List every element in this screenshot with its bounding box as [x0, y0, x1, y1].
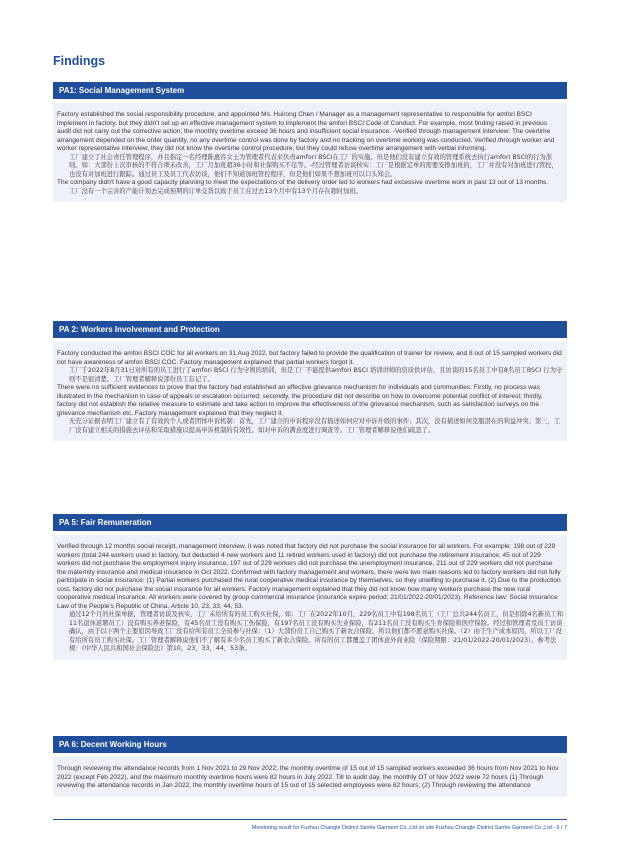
section-body [53, 103, 567, 202]
section-body [53, 342, 567, 441]
section-heading: PA1: Social Management System [53, 82, 567, 99]
section-heading: PA 5: Fair Remuneration [53, 514, 567, 531]
section-heading: PA 6: Decent Working Hours [53, 736, 567, 753]
section-body [53, 535, 567, 660]
paragraph-zh: 工厂没有一个完善的产能计划去完成预期的订单交货以致于员工在过去13个月中有13个月存在超时加班。 [69, 187, 363, 195]
section-heading: PA 2: Workers Involvement and Protection [53, 321, 567, 338]
paragraph-en: Factory established the social responsibility procedure, and appointed Ms. Huirong Chen / Manager as a management representative to responsible for amfori BSCI implement in factory. but they didn't set up an effective management system to implement the amfori BSCI Code of Conduct. For example, most finding raised in previous audit did not carry out the corrective action, the monthly overtime exceed 36 hours and insufficient social insurance. -Verified through management interview: The overtime arrangement depended on the order quantity, no any overtime control was done by factory and no tracking on overtime working was conducted. Verified through worker and worker representative interview, they did not know the overtime control procedure, but they could refuse overtime arrangement with verbal informing. [57, 111, 555, 152]
paragraph-zh: 通过12个月的社保单据，管理者访谈及核实，工厂未给所有的员工购买社保，如：工厂在2022年10月，229名员工中有198名员工（工厂总共244名员工，但是扣除4名新员工和11名退休返聘员工）没有购买养老保险，有45名员工没有购买工伤保险，有197名员工没有购买失业保险，有211名员工没有购买生育保险和医疗保险。经过和管理者及员工访谈确认，由于以下两个主要原因导致工厂没有给所有员工全员参与社保：（1）大部份员工自己购买了新农合保险，所以他们都不愿意购买社保。（2）由于生产成本原因，所以工厂没有给所有员工购买社保。工厂管理者解释说他们不了解有多少名员工购买了新农合保险。所有的员工都覆盖了团体意外商业险（保险期限：21/01/2022-20/01/2023）。参考法规：《中华人民共和国社会保险法》第10，23，33，44，53条。 [69, 611, 564, 652]
page-footer: Monitoring result for Fuzhou Changle District Sanhe Garment Co.,Ltd on site Fuzhou Changle District Sanhe Garment Co.,Ltd - 6 / 7 [251, 825, 567, 831]
section-pa2 [53, 321, 567, 514]
page-title: Findings [53, 54, 106, 68]
section-pa5 [53, 514, 567, 736]
section-pa6 [53, 736, 567, 816]
section-pa1 [53, 82, 567, 321]
section-body [53, 757, 567, 797]
paragraph-en: Verified through 12 months social receipt, management interview, it was noted that factory did not purchase the social insurance for all workers. For example: 198 out of 229 workers (total 244 workers used in factory, but deducted 4 new workers and 11 retired workers used in factory) did not purchase the retirement insurance, 45 out of 229 workers did not purchase the employment injury insurance, 197 out of 229 workers did not purchase the unemployment insurance, 211 out of 229 workers did not purchase the maternity insurance and medical insurance in Oct 2022. Confirmed with factory management and workers, there were two main reasons led to factory workers did not fully participate in social insurance: (1) Partial workers purchased the rural cooperative medical insurance by themselves, so they unwilling to purchase it. (2) Due to the production cost, factory did not purchase the social insurance for all workers. Factory management explained that they did not know how many workers purchase the new rural cooperative medical insurance. All workers were covered by group commercial insurance (insurance expire period: 21/01/2022-20/01/2023). Reference law: Social Insurance Law of the People's Republic of China, Article 10, 23, 33, 44, 53. [57, 543, 561, 610]
paragraph-en: The company didn't have a good capacity planning to meet the expectations of the delivery order led to workers had excessive overtime work in past 13 out of 13 months. [57, 179, 549, 186]
paragraph-zh: 工厂建立了社会责任管理程序，并且指定一名经理陈惠容女士为管理者代表来负责amfori BSCI在工厂的实施。但是他们没有建立有效的管理系统去执行amfori BSCI的行为准则。如：大部份上次审核的不符合项未改善，工厂月加班超36小时和社保购买不足等。-经过管理者访谈核实：工厂是根据定单的需要安排加班的，工厂并没有对加班进行管控，也没有对加班进行跟踪。通过员工及员工代表访谈，他们不知道加班管控程序，但是他们如果不想加班可以口头知会。 [69, 153, 558, 178]
paragraph-en: Factory conducted the amfori BSCI COC for all workers on 31 Aug 2022, but factory failed to provide the qualification of trainer for review, and 8 out of 15 sampled workers did not have awareness of amfori BSCI COC. Factory management explained that partial workers forgot it. [57, 350, 562, 366]
paragraph-en: Through reviewing the attendance records from 1 Nov 2021 to 29 Nov 2022, the monthly overtime of 15 out of 15 sampled workers exceeded 36 hours from Nov 2021 to Nov 2022 (except Feb 2022), and the maximum monthly overtime hours were 82 hours in July 2022. Till to audit day, the monthly OT of Nov 2022 were 72 hours (1) Through reviewing the attendance records in Jan 2022, the monthly overtime hours of 15 out of 15 selected employees were 62 hours; (2) Through reviewing the attendance [57, 765, 559, 789]
paragraph-zh: 无充分证据表明工厂建立有了有效的个人或者团体申诉机制：首先，工厂建立的申诉程序没有描述如何应对申诉升级的事件；其次，没有描述如何克服潜在的利益冲突；第三，工厂没有建立相关的措施去评估和采取措施以提高申诉机制的有效性。如对申诉的满意度进行调查等。工厂管理者解释说他们疏忽了。 [69, 418, 561, 434]
paragraph-zh: 工厂于2022年8月31日对所有的员工进行了amfori BSCI 行为守则的培训，但是工厂不能提供amfori BSCI 培训讲师的资质供评估，且访谈的15名员工中有8名员工BSCI 行为守则不是很清楚。工厂管理者解释说部份员工忘记了。 [69, 367, 563, 383]
paragraph-en: There were no sufficient evidences to prove that the factory had established an effective grievance mechanism for individuals and communities: Firstly, no process was illustrated in the mechanism in case of appeals or escalation occurred; secondly, the procedure did not describe on how to overcome potential conflict of interest; thirdly, factory did not establish the relative measure to estimate and take action to improve the effectiveness of the grievance mechanism, such as satisfaction surveys on the grievance mechanism etc. Factory management explained that they neglect it. [57, 384, 543, 417]
findings-page [53, 54, 567, 816]
footer-divider [53, 819, 567, 820]
